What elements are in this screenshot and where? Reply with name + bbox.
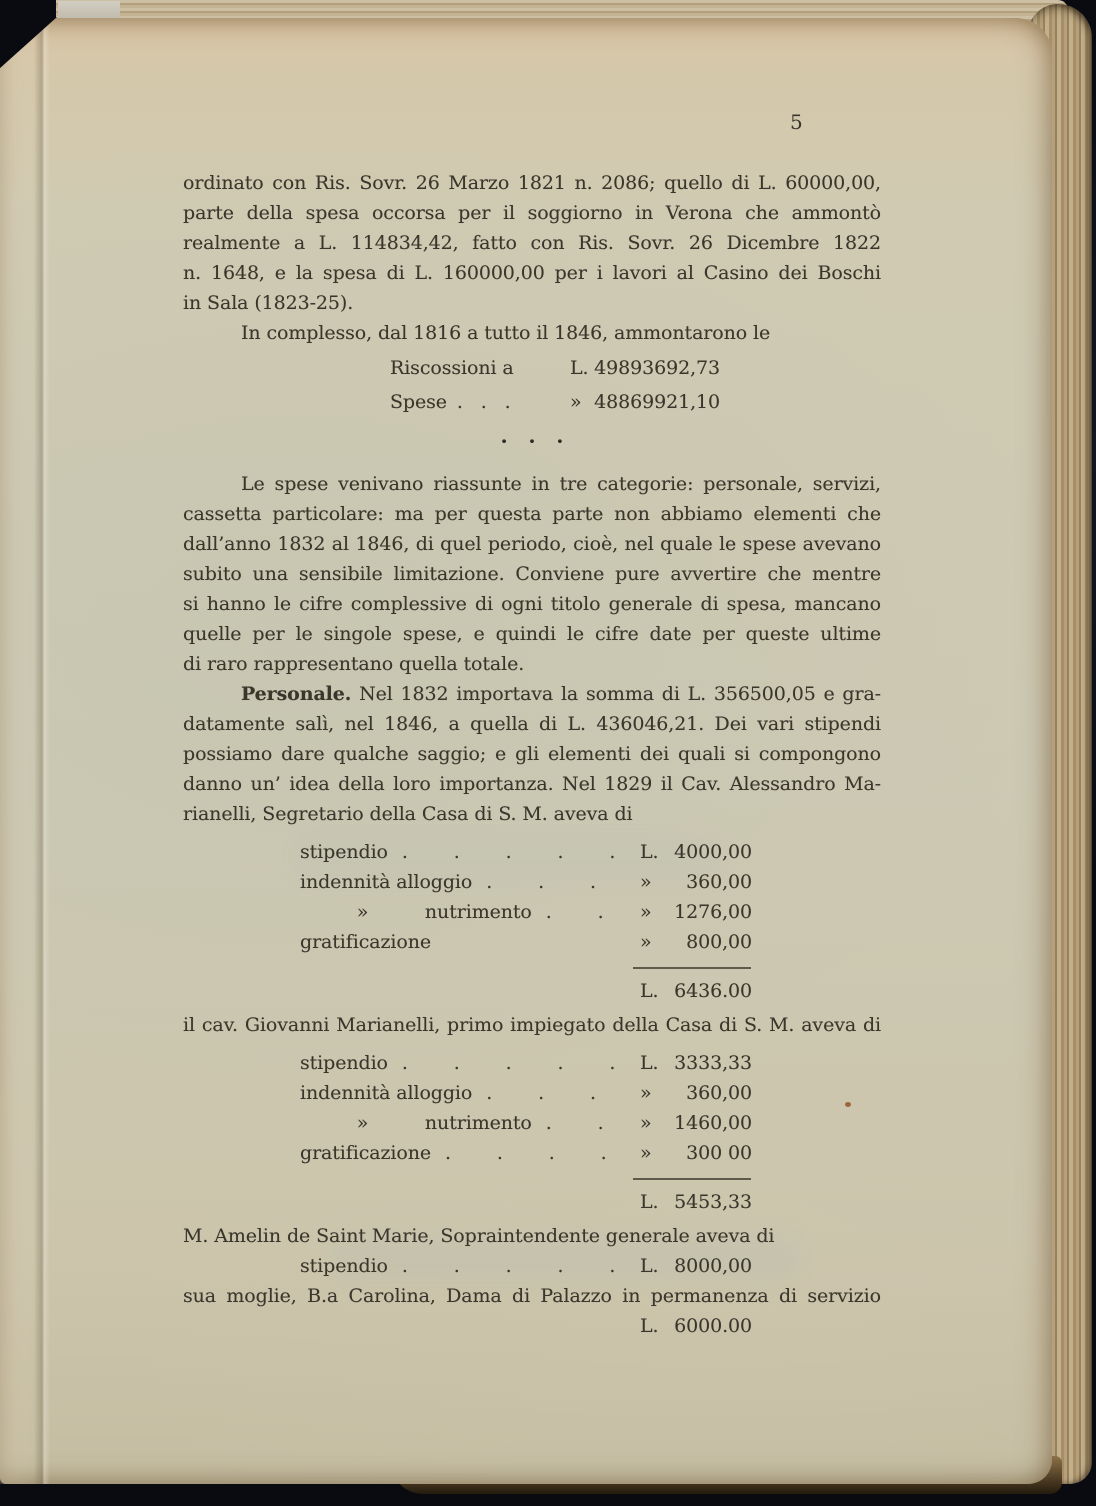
pay-row-stipendio-amelin xyxy=(300,1251,752,1281)
text-line: cassetta particolare: ma per questa parte non abbiamo elementi che xyxy=(183,503,881,525)
text-line: in Sala (1823-25). xyxy=(183,292,354,314)
text-line: ordinato con Ris. Sovr. 26 Marzo 1821 n. 2086; quello di L. 60000,00, xyxy=(183,172,881,194)
sum-rule xyxy=(633,967,751,969)
amount: 360,00 xyxy=(686,871,752,893)
pay-value xyxy=(640,1078,752,1108)
currency-symbol: L. xyxy=(570,357,589,379)
currency-symbol: L. xyxy=(640,980,659,1002)
amount: 800,00 xyxy=(686,931,752,953)
pay-label: indennità alloggio xyxy=(300,1082,473,1104)
dot-leader: . . xyxy=(545,901,604,923)
currency-symbol: L. xyxy=(640,1255,659,1277)
currency-symbol: L. xyxy=(640,1052,659,1074)
subtotal-line xyxy=(640,976,752,1006)
pay-label: indennità alloggio xyxy=(300,871,473,893)
text-line xyxy=(183,679,881,709)
pay-row-indennita-nutrimento xyxy=(300,897,752,927)
text-line: Le spese venivano riassunte in tre categorie: personale, servizi, xyxy=(241,473,881,495)
text-line: dall’anno 1832 al 1846, di quel periodo, cioè, nel quale le spese avevano xyxy=(183,533,881,555)
salary-subtotal xyxy=(183,959,752,1006)
text-line: n. 1648, e la spesa di L. 160000,00 per i lavori al Casino dei Boschi xyxy=(183,262,881,284)
currency-symbol: L. xyxy=(640,1191,659,1213)
pay-value xyxy=(640,1108,752,1138)
page-content xyxy=(183,168,881,1345)
text-line: datamente salì, nel 1846, a quella di L. 436046,21. Dei vari stipendi xyxy=(183,713,881,735)
text-line: quelle per le singole spese, e quindi le cifre date per queste ultime xyxy=(183,623,881,645)
currency-symbol: L. xyxy=(640,841,659,863)
pay-label: » nutrimento xyxy=(300,1112,532,1134)
currency-symbol: » xyxy=(570,391,582,413)
amount: 6000.00 xyxy=(674,1315,752,1337)
salary-subtotal xyxy=(183,1170,752,1217)
gutter-shading xyxy=(0,18,34,1484)
pay-value xyxy=(640,1048,752,1078)
dot-leader: . . xyxy=(545,1112,604,1134)
currency-symbol: » xyxy=(640,1082,652,1104)
paragraph-categories xyxy=(183,469,881,679)
summary-label: Riscossioni a xyxy=(390,357,514,379)
pay-label: » nutrimento xyxy=(300,901,532,923)
subtotal-line xyxy=(640,1311,752,1341)
wife-salary-amount xyxy=(183,1311,752,1341)
summary-value xyxy=(570,351,720,385)
amount: 360,00 xyxy=(686,1082,752,1104)
pay-row-stipendio xyxy=(300,837,752,867)
pay-value xyxy=(640,897,752,927)
pay-value xyxy=(640,867,752,897)
amount: 49893692,73 xyxy=(594,357,720,379)
summary-value xyxy=(570,385,720,419)
dot-leader: . . . . . xyxy=(401,1052,616,1074)
pay-row-gratificazione xyxy=(300,927,752,957)
amount: 1460,00 xyxy=(674,1112,752,1134)
currency-symbol: » xyxy=(640,901,652,923)
summary-row-riscossioni xyxy=(390,351,720,385)
pay-row-indennita-alloggio xyxy=(300,867,752,897)
text-line: di raro rappresentano quella totale. xyxy=(183,653,525,675)
pay-label: stipendio xyxy=(300,841,388,863)
paragraph-expenses-1815 xyxy=(183,168,881,318)
totals-summary xyxy=(183,351,881,419)
salary-list-giovanni-marianelli xyxy=(183,1048,881,1217)
currency-symbol: » xyxy=(640,931,652,953)
dot-leader: . . . xyxy=(486,1082,596,1104)
paragraph-personale xyxy=(183,679,881,829)
dot-leader: . . . . xyxy=(444,1142,607,1164)
salary-list-alessandro-marianelli xyxy=(183,837,881,1006)
currency-symbol: » xyxy=(640,1142,652,1164)
text-line: rianelli, Segretario della Casa di S. M. aveva di xyxy=(183,803,633,825)
text-run: Nel 1832 importava la somma di L. 356500,05 e gra- xyxy=(359,683,881,705)
amount: 5453,33 xyxy=(674,1191,752,1213)
line-amelin-intro: M. Amelin de Saint Marie, Sopraintendente generale aveva di xyxy=(183,1225,775,1247)
line-wife-carolina: sua moglie, B.a Carolina, Dama di Palazzo in permanenza di servizio xyxy=(183,1285,881,1307)
pay-row-gratificazione xyxy=(300,1138,752,1168)
pay-value xyxy=(640,837,752,867)
text-line: si hanno le cifre complessive di ogni titolo generale di spesa, mancano xyxy=(183,593,881,615)
section-separator-dots: · · · xyxy=(500,429,571,453)
amount: 6436.00 xyxy=(674,980,752,1002)
text-line: subito una sensibile limitazione. Conviene pure avvertire che mentre xyxy=(183,563,881,585)
gutter-crease xyxy=(34,18,50,1484)
text-line: parte della spesa occorsa per il soggiorno in Verona che ammontò xyxy=(183,202,881,224)
page-number: 5 xyxy=(790,110,804,134)
text-line: realmente a L. 114834,42, fatto con Ris. Sovr. 26 Dicembre 1822 xyxy=(183,232,881,254)
pay-value xyxy=(640,1138,752,1168)
pay-label: gratificazione xyxy=(300,1142,431,1164)
pay-row-stipendio xyxy=(300,1048,752,1078)
dot-leader: . . . . . xyxy=(401,1255,616,1277)
pay-label: stipendio xyxy=(300,1255,388,1277)
text-line: possiamo dare qualche saggio; e gli elementi dei quali si compongono xyxy=(183,743,881,765)
amount: 48869921,10 xyxy=(594,391,720,413)
text-line: danno un’ idea della loro importanza. Nel 1829 il Cav. Alessandro Ma- xyxy=(183,773,881,795)
amount: 8000,00 xyxy=(674,1255,752,1277)
book-page xyxy=(0,18,1052,1484)
summary-intro-line: In complesso, dal 1816 a tutto il 1846, ammontarono le xyxy=(241,322,771,344)
summary-row-spese xyxy=(390,385,720,419)
dot-leader: . . . . . xyxy=(401,841,616,863)
currency-symbol: L. xyxy=(640,1315,659,1337)
dot-leader: . . . xyxy=(486,871,596,893)
pay-label: gratificazione xyxy=(300,931,431,953)
dot-leader: . . . xyxy=(456,391,511,413)
currency-symbol: » xyxy=(640,871,652,893)
subtotal-line xyxy=(640,1187,752,1217)
amount: 300 00 xyxy=(686,1142,752,1164)
pay-value xyxy=(640,927,752,957)
pay-row-indennita-alloggio xyxy=(300,1078,752,1108)
amount: 4000,00 xyxy=(674,841,752,863)
pay-value xyxy=(640,1251,752,1281)
amount: 1276,00 xyxy=(674,901,752,923)
sum-rule xyxy=(633,1178,751,1180)
paragraph-lead-word: Personale. xyxy=(241,683,352,705)
line-giovanni-marianelli: il cav. Giovanni Marianelli, primo impiegato della Casa di S. M. aveva di xyxy=(183,1014,881,1036)
summary-label: Spese xyxy=(390,391,447,413)
pay-row-indennita-nutrimento xyxy=(300,1108,752,1138)
pay-label: stipendio xyxy=(300,1052,388,1074)
currency-symbol: » xyxy=(640,1112,652,1134)
amount: 3333,33 xyxy=(674,1052,752,1074)
